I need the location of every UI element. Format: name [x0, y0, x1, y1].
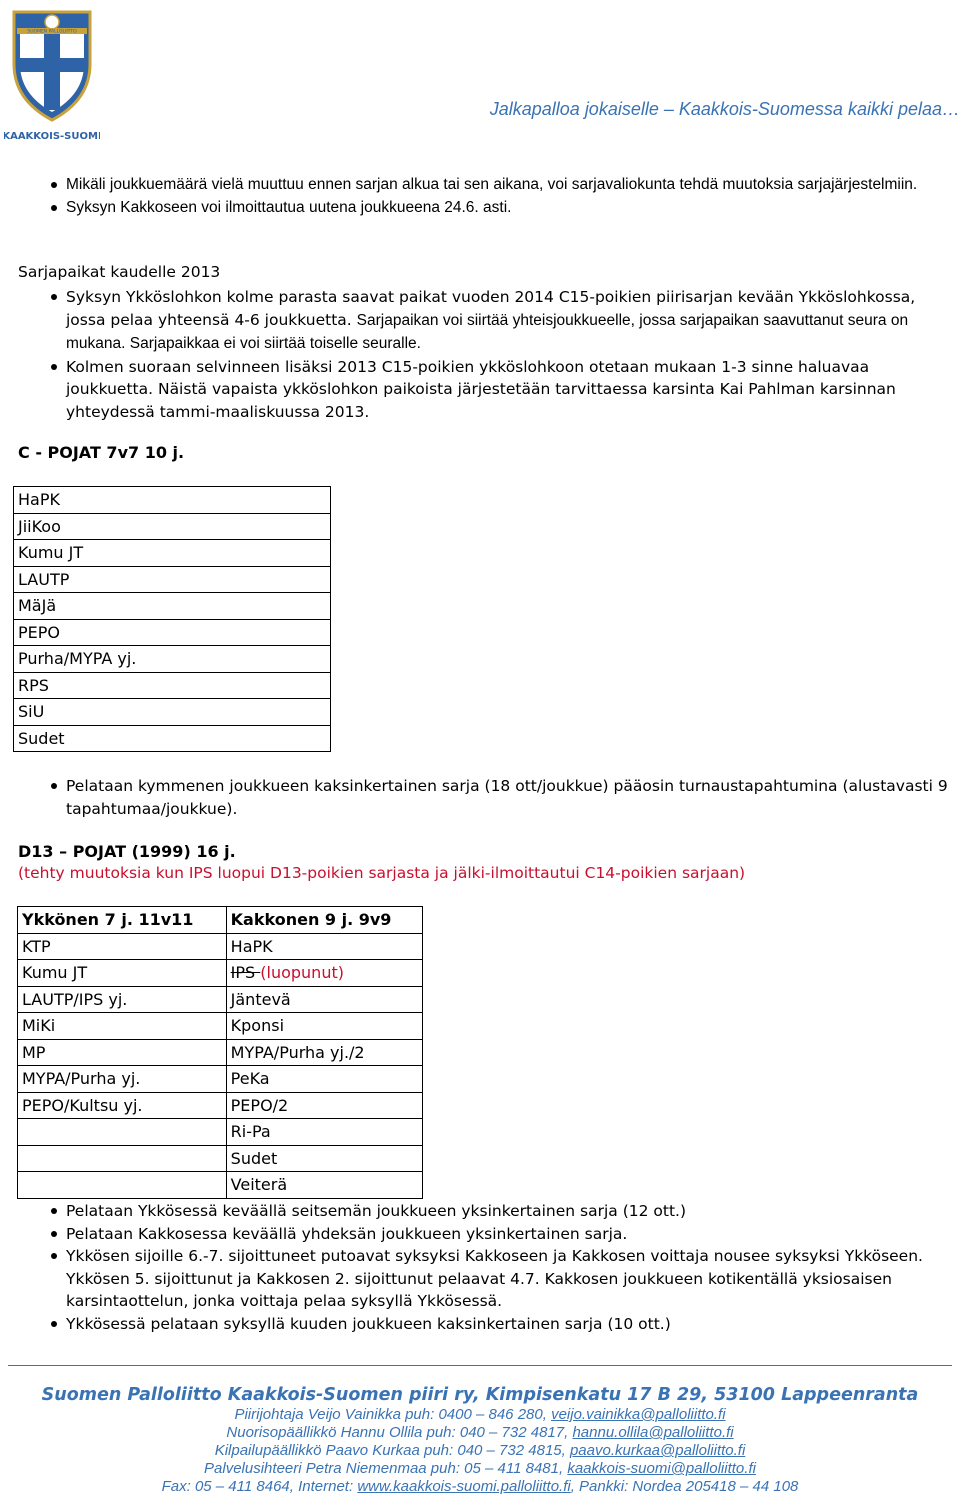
- header-tagline: Jalkapalloa jokaiselle – Kaakkois-Suomessa kaikki pelaa…: [489, 99, 960, 119]
- team-cell: LAUTP: [14, 566, 331, 593]
- ykkonen-team: [18, 1172, 227, 1199]
- list-item: Mikäli joukkuemäärä vielä muuttuu ennen sarjan alkua tai sen aikana, voi sarjavaliokunta tehdä muutoksia sarjajärjestelmiin.: [0, 174, 930, 197]
- table-row: [18, 907, 423, 934]
- team-cell: PEPO: [14, 619, 331, 646]
- footer-contact-line: [0, 1478, 960, 1496]
- ykkonen-team: LAUTP/IPS yj.: [18, 986, 227, 1013]
- contact-text: Fax: 05 – 411 8464, Internet:: [161, 1478, 358, 1495]
- kakkonen-team: Jäntevä: [226, 986, 422, 1013]
- sarjapaikat-text: Sarjapaikan voi siirtää yhteisjoukkueelle, jossa sarjapaikan saavuttanut seura on mukana. Sarjapaikkaa ei voi siirtää toiselle seuralle.: [66, 311, 909, 352]
- ykkonen-team: MiKi: [18, 1013, 227, 1040]
- list-item: Syksyn Kakkoseen voi ilmoittautua uutena joukkueena 24.6. asti.: [0, 197, 930, 220]
- email-link[interactable]: paavo.kurkaa@palloliitto.fi: [569, 1442, 746, 1459]
- ykkonen-header: Ykkönen 7 j. 11v11: [18, 907, 227, 934]
- table-row: [18, 986, 423, 1013]
- c-pojat-team-table: [13, 486, 331, 752]
- list-item: Ykkösen sijoille 6.-7. sijoittuneet putoavat syksyksi Kakkoseen ja Kakkosen voittaja nousee syksyksi Ykköseen. Ykkösen 5. sijoittunut ja Kakkosen 2. sijoittunut pelaavat 4.7. Kakkosen joukkueen kotikentällä yksiosaisen karsintaottelun, jonka voittaja pelaa syksyllä Ykkösessä.: [0, 1245, 948, 1313]
- c-pojat-heading: C - POJAT 7v7 10 j.: [18, 443, 185, 462]
- table-row: [18, 1172, 423, 1199]
- table-row: [14, 513, 331, 540]
- footer-contact-line: [0, 1460, 960, 1478]
- list-item: [0, 286, 948, 356]
- ykkonen-team: Kumu JT: [18, 960, 227, 987]
- table-row: [14, 566, 331, 593]
- sarjapaikat-bullet-list: [0, 286, 948, 423]
- logo-text-bottom: KAAKKOIS-SUOMI: [4, 131, 100, 142]
- table-row: [18, 1145, 423, 1172]
- logo-text-top: SUOMEN PALLOLIITTO: [27, 29, 77, 35]
- intro-bullet-list: [0, 174, 930, 219]
- footer-divider: [8, 1365, 952, 1366]
- kakkonen-team: PEPO/2: [226, 1092, 422, 1119]
- team-cell: JiiKoo: [14, 513, 331, 540]
- footer-title: Suomen Palloliitto Kaakkois-Suomen piiri ry, Kimpisenkatu 17 B 29, 53100 Lappeenranta: [41, 1385, 919, 1405]
- table-row: [18, 1092, 423, 1119]
- sarjapaikat-text: Näistä vapaista ykköslohkon paikoista järjestetään tarvittaessa karsinta Kai Pahlman karsinnan yhteydessä tammi-maaliskuussa 2013.: [66, 380, 896, 421]
- sarjapaikat-text: Syksyn Ykköslohkon kolme parasta saavat paikat vuoden 2014 C15-poikien piirisarjan kevään Ykköslohkossa, jossa pelaa yhteensä 4-6 joukkuetta.: [66, 288, 916, 329]
- kakkonen-team: PeKa: [226, 1066, 422, 1093]
- table-row: [14, 672, 331, 699]
- ykkonen-team: [18, 1119, 227, 1146]
- c-pojat-bullet-list: [0, 775, 948, 820]
- withdrawn-note: (luopunut): [260, 963, 344, 983]
- kakkonen-team: Kponsi: [226, 1013, 422, 1040]
- contact-text: Kilpailupäällikkö Paavo Kurkaa puh: 040 – 732 4815,: [214, 1442, 570, 1459]
- table-row: [18, 933, 423, 960]
- team-cell: RPS: [14, 672, 331, 699]
- kakkonen-team: Veiterä: [226, 1172, 422, 1199]
- list-item: [0, 356, 948, 424]
- list-item: Ykkösessä pelataan syksyllä kuuden joukkueen kaksinkertainen sarja (10 ott.): [0, 1313, 948, 1336]
- list-item: Pelataan kymmenen joukkueen kaksinkertainen sarja (18 ott/joukkue) pääosin turnaustapahtumina (alustavasti 9 tapahtumaa/joukkue).: [0, 775, 948, 820]
- table-row: [14, 699, 331, 726]
- table-row: [18, 960, 423, 987]
- kakkonen-team: MYPA/Purha yj./2: [226, 1039, 422, 1066]
- email-link[interactable]: veijo.vainikka@palloliitto.fi: [551, 1406, 726, 1423]
- ykkonen-team: MYPA/Purha yj.: [18, 1066, 227, 1093]
- team-cell: Kumu JT: [14, 540, 331, 567]
- ykkonen-team: MP: [18, 1039, 227, 1066]
- table-row: [14, 487, 331, 514]
- table-row: [18, 1039, 423, 1066]
- ykkonen-team: [18, 1145, 227, 1172]
- contact-text: Palvelusihteeri Petra Niemenmaa puh: 05 – 411 8481,: [204, 1460, 568, 1477]
- sarjapaikat-heading: Sarjapaikat kaudelle 2013: [18, 263, 221, 281]
- d13-change-note: (tehty muutoksia kun IPS luopui D13-poikien sarjasta ja jälki-ilmoittautui C14-poikien sarjaan): [18, 864, 746, 882]
- ykkonen-team: KTP: [18, 933, 227, 960]
- team-cell: Sudet: [14, 725, 331, 752]
- team-cell: SiU: [14, 699, 331, 726]
- footer: [0, 1384, 960, 1496]
- table-row: [18, 1066, 423, 1093]
- contact-text: Piirijohtaja Veijo Vainikka puh: 0400 – 846 280,: [234, 1406, 552, 1423]
- list-item: Pelataan Ykkösessä keväällä seitsemän joukkueen yksinkertainen sarja (12 ott.): [0, 1200, 948, 1223]
- d13-heading: D13 – POJAT (1999) 16 j.: [18, 842, 236, 861]
- footer-contact-line: [0, 1442, 960, 1460]
- table-row: [14, 540, 331, 567]
- table-row: [14, 593, 331, 620]
- footer-contact-line: [0, 1406, 960, 1424]
- kakkonen-header: Kakkonen 9 j. 9v9: [226, 907, 422, 934]
- kakkonen-team: Sudet: [226, 1145, 422, 1172]
- kakkonen-team-withdrawn: [226, 960, 422, 987]
- list-item: Pelataan Kakkosessa keväällä yhdeksän joukkueen yksinkertainen sarja.: [0, 1223, 948, 1246]
- kakkonen-team: Ri-Pa: [226, 1119, 422, 1146]
- palloliitto-logo: [4, 4, 100, 146]
- team-cell: Purha/MYPA yj.: [14, 646, 331, 673]
- sarjapaikat-text: Kolmen suoraan selvinneen lisäksi 2013 C15-poikien ykköslohkoon otetaan mukaan 1-3 sinne haluavaa joukkuetta.: [66, 357, 870, 398]
- table-row: [18, 1013, 423, 1040]
- ykkonen-team: PEPO/Kultsu yj.: [18, 1092, 227, 1119]
- d13-division-table: [17, 906, 423, 1199]
- table-row: [14, 725, 331, 752]
- team-cell: MäJä: [14, 593, 331, 620]
- kakkonen-team: HaPK: [226, 933, 422, 960]
- table-row: [14, 646, 331, 673]
- footer-contact-line: [0, 1424, 960, 1442]
- d13-bullet-list: [0, 1200, 948, 1335]
- contact-text: Nuorisopäällikkö Hannu Ollila puh: 040 – 732 4817,: [226, 1424, 573, 1441]
- website-link[interactable]: www.kaakkois-suomi.palloliitto.fi: [357, 1478, 571, 1495]
- email-link[interactable]: kaakkois-suomi@palloliitto.fi: [567, 1460, 756, 1477]
- team-cell: HaPK: [14, 487, 331, 514]
- table-row: [18, 1119, 423, 1146]
- email-link[interactable]: hannu.ollila@palloliitto.fi: [572, 1424, 734, 1441]
- contact-text: , Pankki: Nordea 205418 – 44 108: [570, 1478, 799, 1495]
- table-row: [14, 619, 331, 646]
- withdrawn-team-name: IPS: [230, 963, 261, 983]
